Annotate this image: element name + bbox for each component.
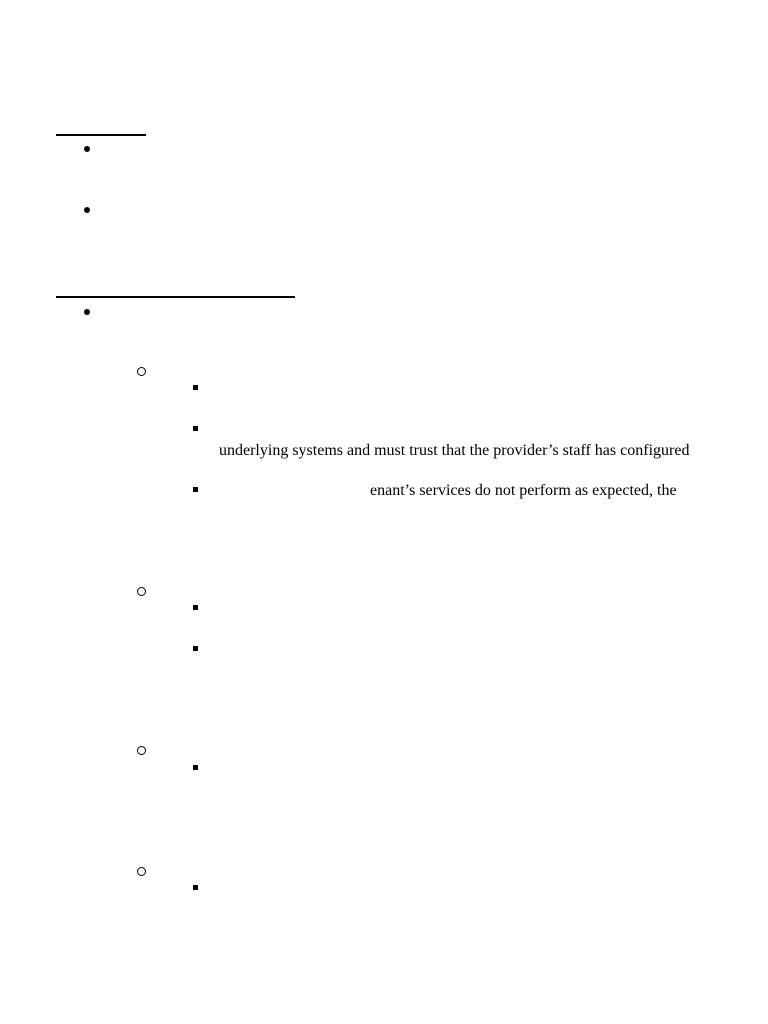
bullet-circle-1: [137, 367, 146, 376]
section-heading-underline-2: [56, 296, 295, 298]
bullet-square-4: [193, 605, 198, 610]
bullet-square-7: [193, 885, 198, 890]
bullet-disc-1: [84, 146, 90, 152]
bullet-square-3: [193, 487, 198, 492]
bullet-disc-2: [84, 207, 90, 213]
text-line: enant’s services do not perform as expected, the: [370, 482, 677, 499]
bullet-circle-3: [137, 746, 146, 755]
bullet-circle-2: [137, 587, 146, 596]
bullet-square-6: [193, 765, 198, 770]
bullet-square-2: [193, 426, 198, 431]
bullet-circle-4: [137, 867, 146, 876]
bullet-disc-3: [84, 309, 90, 315]
section-heading-underline-1: [56, 134, 146, 136]
bullet-square-1: [193, 385, 198, 390]
bullet-square-5: [193, 646, 198, 651]
text-line: underlying systems and must trust that the provider’s staff has configured: [219, 442, 690, 459]
